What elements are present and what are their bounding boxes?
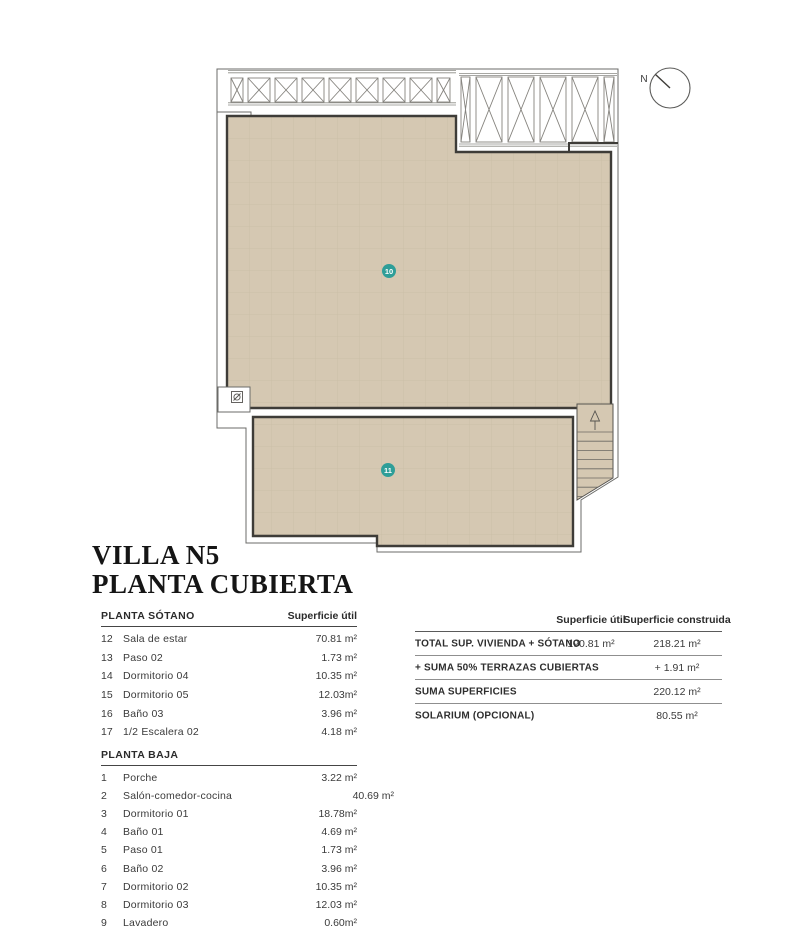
summary-header	[415, 610, 731, 632]
summary-row	[415, 704, 722, 727]
marker-11-label: 11	[384, 466, 392, 475]
room-area: 4.69 m²	[321, 826, 357, 839]
room-row	[101, 630, 357, 649]
sotano-heading: PLANTA SÓTANO	[101, 610, 195, 622]
room-row	[101, 878, 357, 896]
room-number: 6	[101, 862, 107, 875]
summary-col-construida: Superficie construida	[623, 614, 731, 626]
room-area: 10.35 m²	[315, 670, 357, 683]
summary-construida-value: 218.21 m²	[653, 637, 701, 650]
room-number: 5	[101, 844, 107, 857]
title-line-2: PLANTA CUBIERTA	[92, 569, 354, 599]
summary-row	[415, 632, 722, 656]
summary-construida-value: 220.12 m²	[653, 685, 701, 698]
room-number: 7	[101, 880, 107, 893]
summary-construida-value: 80.55 m²	[656, 709, 698, 722]
summary-construida-value: + 1.91 m²	[654, 661, 700, 674]
room-number: 3	[101, 808, 107, 821]
room-row	[101, 823, 357, 841]
room-number: 9	[101, 917, 107, 930]
room-area: 10.35 m²	[315, 880, 357, 893]
summary-table	[415, 610, 731, 727]
baja-heading: PLANTA BAJA	[101, 748, 179, 761]
room-name: Paso 02	[123, 651, 163, 664]
room-row	[101, 704, 357, 723]
room-name: Lavadero	[123, 917, 169, 930]
room-name: Salón-comedor-cocina	[123, 789, 233, 802]
room-area: 12.03m²	[318, 689, 357, 702]
room-area: 12.03 m²	[315, 898, 357, 911]
summary-row	[415, 656, 722, 680]
room-name: Dormitorio 02	[123, 880, 189, 893]
marker-10-label: 10	[384, 267, 394, 276]
room-area: 4.18 m²	[321, 726, 357, 739]
room-name: 1/2 Escalera 02	[123, 726, 199, 739]
room-area: 3.22 m²	[321, 771, 357, 784]
summary-label: + SUMA 50% TERRAZAS CUBIERTAS	[415, 662, 599, 673]
sotano-section-header	[101, 610, 357, 627]
room-row	[101, 914, 357, 932]
room-number: 1	[101, 771, 107, 784]
room-row	[101, 723, 357, 742]
sotano-rows	[101, 630, 357, 742]
room-area: 70.81 m²	[315, 633, 357, 646]
summary-label: TOTAL SUP. VIVIENDA + SÓTANO	[415, 638, 581, 649]
room-row	[101, 896, 357, 914]
room-number: 12	[101, 633, 113, 646]
room-row	[101, 686, 357, 705]
room-number: 2	[101, 789, 107, 802]
drain-notch	[218, 387, 250, 412]
room-number: 17	[101, 726, 113, 739]
room-row	[101, 787, 394, 805]
north-compass-icon	[640, 68, 690, 108]
room-name: Baño 01	[123, 826, 164, 839]
room-area: 0.60m²	[324, 917, 357, 930]
summary-row	[415, 680, 722, 704]
room-area: 40.69 m²	[352, 789, 394, 802]
room-row	[101, 860, 357, 878]
summary-label: SOLARIUM (OPCIONAL)	[415, 710, 535, 721]
room-name: Dormitorio 04	[123, 670, 189, 683]
summary-col-util: Superficie útil	[556, 614, 626, 626]
room-name: Baño 02	[123, 862, 164, 875]
room-number: 14	[101, 670, 113, 683]
summary-label: SUMA SUPERFICIES	[415, 686, 517, 697]
area-marker-11	[381, 463, 395, 477]
room-area: 3.96 m²	[321, 707, 357, 720]
summary-util-value: 190.81 m²	[567, 637, 615, 650]
roof-area-upper-grid	[227, 116, 611, 408]
summary-rows	[415, 632, 722, 727]
stairs	[577, 404, 613, 500]
room-name: Dormitorio 03	[123, 898, 189, 911]
room-name: Dormitorio 01	[123, 808, 189, 821]
room-area: 3.96 m²	[321, 862, 357, 875]
room-row	[101, 841, 357, 859]
room-number: 4	[101, 826, 107, 839]
room-name: Porche	[123, 771, 158, 784]
rooms-table	[101, 610, 394, 932]
area-marker-10	[382, 264, 396, 278]
roof-area-lower-grid	[253, 417, 573, 546]
room-row	[101, 649, 357, 668]
room-row	[101, 769, 357, 787]
room-name: Sala de estar	[123, 633, 188, 646]
room-area: 1.73 m²	[321, 651, 357, 664]
room-name: Baño 03	[123, 707, 164, 720]
room-row	[101, 805, 357, 823]
baja-section-header	[101, 749, 357, 766]
title-line-1: VILLA N5	[92, 540, 220, 570]
room-number: 16	[101, 707, 113, 720]
room-number: 8	[101, 898, 107, 911]
room-number: 15	[101, 689, 113, 702]
baja-rows	[101, 769, 394, 933]
room-name: Dormitorio 05	[123, 689, 189, 702]
page-title	[92, 541, 353, 599]
room-name: Paso 01	[123, 844, 163, 857]
north-label: N	[640, 74, 648, 85]
room-number: 13	[101, 651, 113, 664]
room-area: 1.73 m²	[321, 844, 357, 857]
room-row	[101, 667, 357, 686]
sotano-value-header: Superficie útil	[287, 610, 357, 622]
room-area: 18.78m²	[318, 808, 357, 821]
